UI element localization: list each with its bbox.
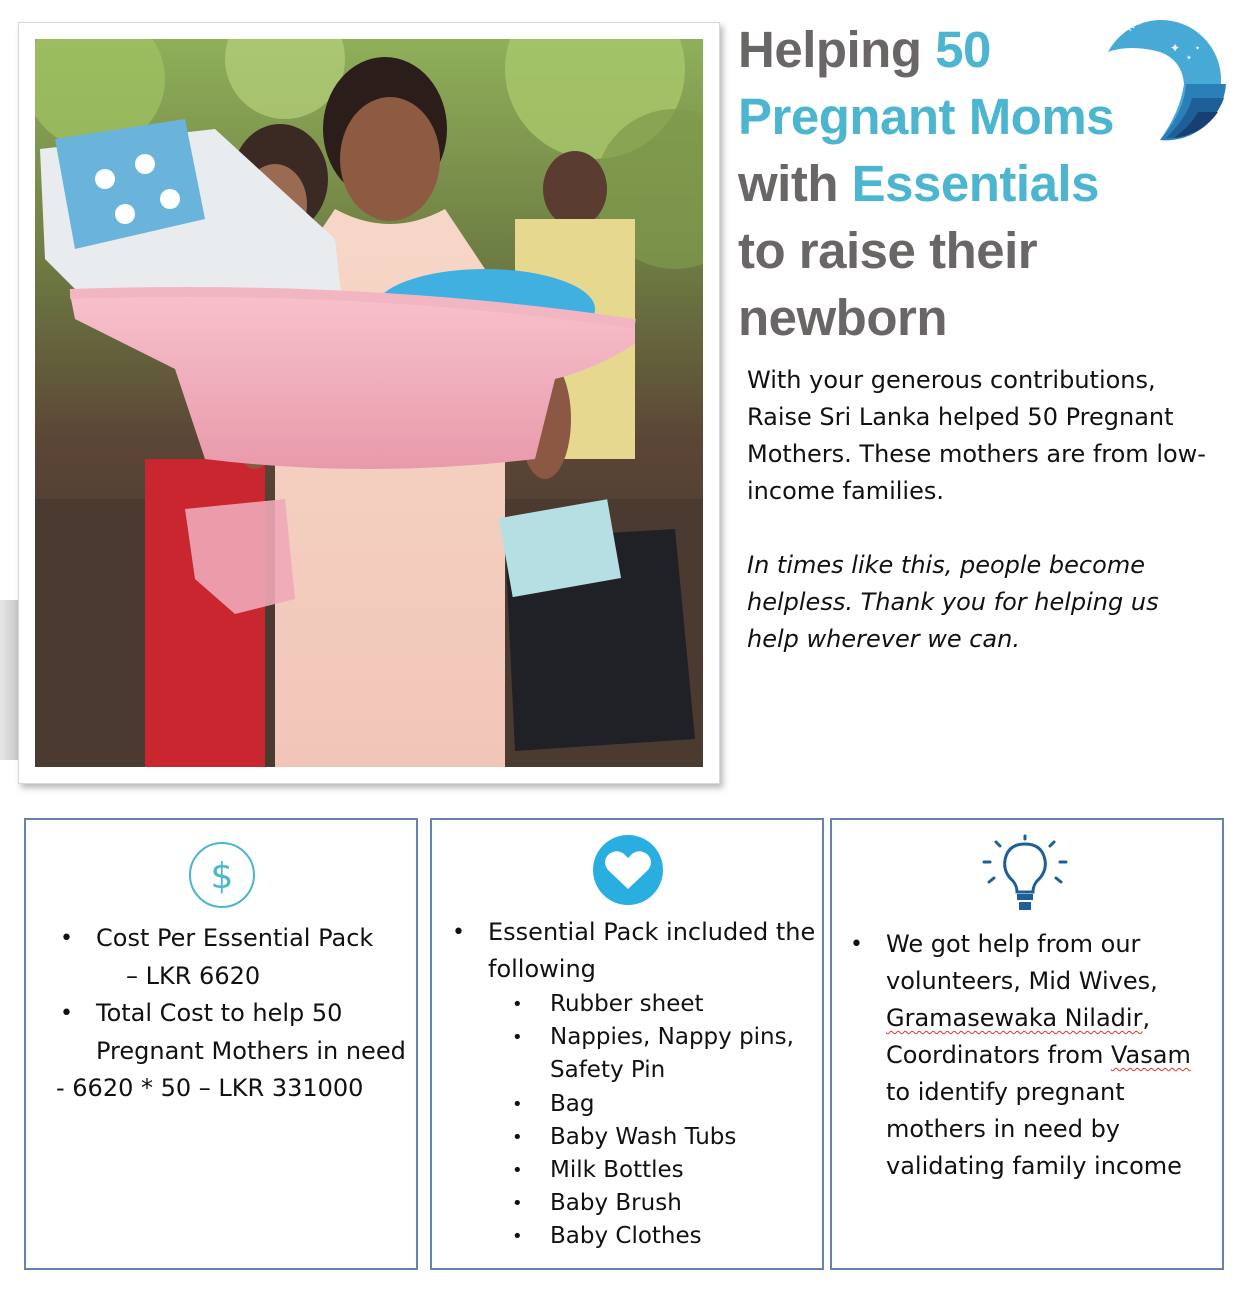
cost-card	[24, 818, 418, 1270]
list-item: • Bag	[512, 1088, 818, 1121]
help-text: , Coordinators from	[886, 1004, 1151, 1069]
headline	[738, 16, 1158, 351]
logo-text: Raise Sri Lank	[1124, 12, 1230, 53]
list-item: • Baby Wash Tubs	[512, 1121, 818, 1154]
list-item: • Baby Clothes	[512, 1220, 818, 1253]
help-text-misspelled: Vasam	[1110, 1041, 1191, 1069]
list-item: • Milk Bottles	[512, 1154, 818, 1187]
intro-text	[747, 362, 1217, 658]
raise-sri-lanka-logo	[1100, 12, 1230, 146]
cost-item: • Total Cost to help 50 Pregnant Mothers in need	[56, 995, 406, 1070]
cost-per-pack-label: Cost Per Essential Pack	[96, 924, 374, 952]
svg-text:✦: ✦	[1195, 45, 1201, 52]
headline-text: with	[738, 155, 852, 212]
total-cost: - 6620 * 50 – LKR 331000	[56, 1074, 364, 1102]
headline-text: Helping	[738, 21, 936, 78]
mother-with-baby-tub-photo	[35, 39, 703, 767]
svg-text:$: $	[210, 856, 234, 897]
thank-you-message: In times like this, people become helpless. Thank you for helping us help wherever we can.	[747, 551, 1159, 653]
help-text: to identify pregnant mothers in need by validating family income	[886, 1078, 1182, 1180]
pack-items-list	[512, 988, 818, 1254]
intro-paragraph: With your generous contributions, Raise Sri Lanka helped 50 Pregnant Mothers. These mothers are from low-income families.	[747, 366, 1206, 505]
headline-accent: 50	[935, 21, 991, 78]
help-details	[846, 926, 1216, 1185]
headline-text: newborn	[738, 289, 947, 346]
list-item: • Rubber sheet	[512, 988, 818, 1021]
help-text-misspelled: Gramasewaka Niladir	[886, 1004, 1143, 1032]
pack-contents	[448, 914, 818, 1254]
heart-icon	[592, 834, 664, 906]
cost-item	[56, 920, 406, 995]
dollar-icon	[187, 840, 257, 910]
headline-accent: Essentials	[851, 155, 1099, 212]
lightbulb-icon	[980, 834, 1070, 914]
headline-accent: Pregnant Moms	[738, 88, 1115, 145]
pack-heading: • Essential Pack included the following	[448, 914, 818, 988]
pack-contents-card	[430, 818, 824, 1270]
headline-text: to raise their	[738, 222, 1038, 279]
decorative-shadow	[0, 600, 18, 760]
svg-text:✦: ✦	[1186, 54, 1192, 62]
list-item: • Nappies, Nappy pins, Safety Pin	[512, 1021, 818, 1087]
photo-frame	[18, 22, 720, 784]
cost-details	[56, 920, 406, 1108]
list-item: • Baby Brush	[512, 1187, 818, 1220]
help-text: We got help from our volunteers, Mid Wives,	[886, 930, 1158, 995]
help-card	[830, 818, 1224, 1270]
cost-per-pack-value: – LKR 6620	[126, 961, 261, 990]
svg-text:✦: ✦	[1170, 41, 1181, 55]
help-item	[846, 926, 1216, 1185]
